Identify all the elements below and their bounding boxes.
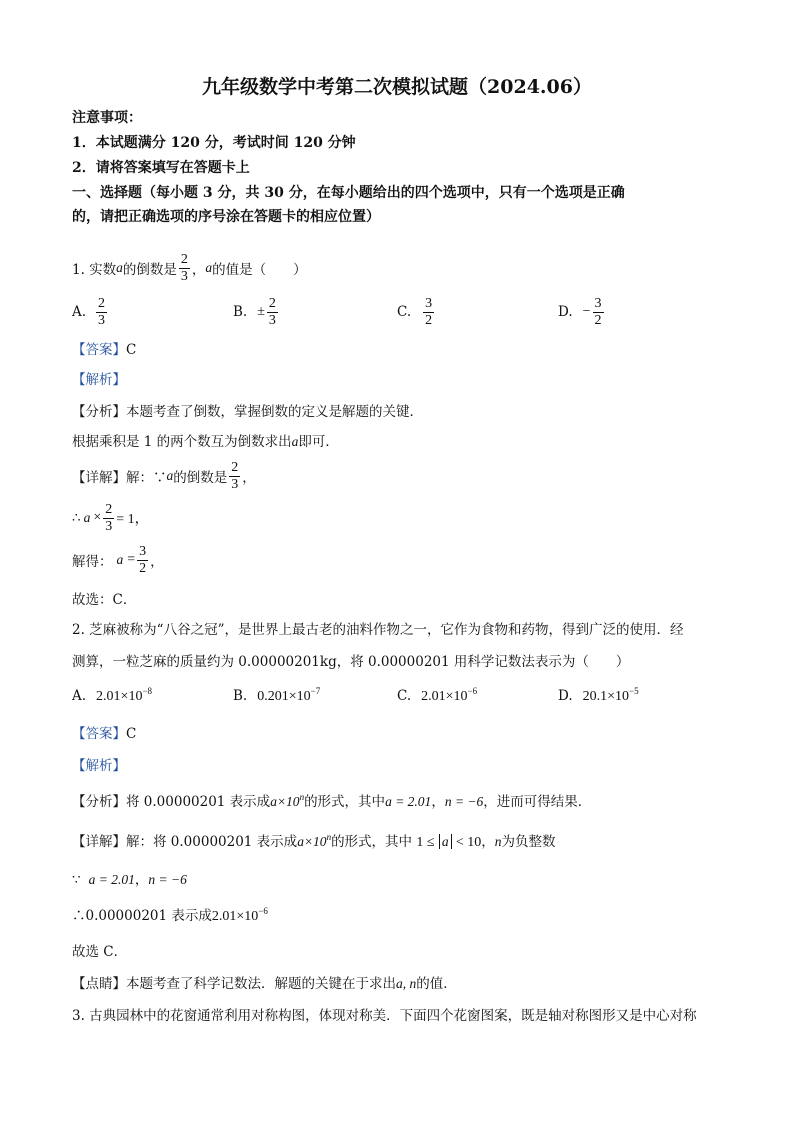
q1-option-a: A. $\frac{2}{3}$ — [72, 296, 106, 328]
notice-line-2: 2．请将答案填写在答题卡上 — [72, 160, 250, 176]
q3-stem-line-1: 3. 古典园林中的花窗通常利用对称构图，体现对称美．下面四个花窗图案，既是轴对称图形又是中心对称 — [72, 1008, 697, 1024]
q2-option-d: D. $20.1\times 10^{-5}$ — [558, 686, 639, 704]
q1-var-a-2: a — [205, 260, 213, 275]
q1-stem-post: ， — [191, 262, 206, 278]
q1-fenxi: 【分析】本题考查了倒数，掌握倒数的定义是解题的关键． — [72, 404, 423, 420]
q2-because: ∵ a = 2.01，n = −6 — [72, 872, 187, 888]
q2-dianjing: 【点睛】本题考查了科学记数法．解题的关键在于求出a, n的值． — [72, 976, 457, 992]
q1-rule: 根据乘积是 1 的两个数互为倒数求出a即可． — [72, 434, 339, 450]
page-title: 九年级数学中考第二次模拟试题（2024.06） — [202, 76, 592, 98]
notice-line-1: 1．本试题满分 120 分，考试时间 120 分钟 — [72, 135, 356, 151]
q2-stem-line-2: 测算，一粒芝麻的质量约为 0.00000201kg，将 0.00000201 用科学记数法表示为（ ） — [72, 654, 630, 670]
q2-detail: 【详解】解：将 0.00000201 表示成$a\times 10^n$的形式，其中 1 ≤ a < 10，n为负整数 — [72, 832, 556, 850]
q2-therefore: ∴0.00000201 表示成$2.01\times 10^{-6}$ — [72, 906, 268, 924]
q1-option-b: B. ± $\frac{2}{3}$ — [233, 296, 276, 328]
q1-conclusion: 故选：C． — [72, 592, 137, 608]
q1-stem-pre: 1. 实数 — [72, 262, 117, 278]
q2-answer: 【答案】C — [72, 726, 137, 742]
q1-stem-mid: 的倒数是 — [122, 262, 177, 278]
q1-answer: 【答案】C — [72, 342, 137, 358]
q1-option-d: D. − $\frac{3}{2}$ — [558, 296, 602, 328]
q2-analysis-label: 【解析】 — [72, 758, 126, 774]
section-heading-line-1: 一、选择题（每小题 3 分，共 30 分，在每小题给出的四个选项中，只有一个选项是正确 — [72, 185, 625, 201]
q1-step-1: ∴ a × $\frac{2}{3}$ = 1， — [72, 502, 149, 534]
q1-analysis-label: 【解析】 — [72, 372, 126, 388]
q2-option-b: B. $0.201\times 10^{-7}$ — [233, 686, 321, 704]
q2-stem-line-1: 2. 芝麻被称为“八谷之冠”，是世界上最古老的油料作物之一，它作为食物和药物，得到广泛的使用．经 — [72, 622, 684, 638]
notice-heading: 注意事项： — [72, 110, 142, 126]
q1-step-2: 解得： a = $\frac{3}{2}$ ， — [72, 544, 164, 576]
q1-stem — [72, 238, 307, 298]
q1-option-c: C. $\frac{3}{2}$ — [397, 296, 433, 328]
q2-option-c: C. $2.01\times 10^{-6}$ — [397, 686, 478, 704]
section-heading-line-2: 的，请把正确选项的序号涂在答题卡的相应位置） — [72, 209, 380, 225]
q1-stem-fraction: $\frac{2}{3}$ — [180, 252, 188, 284]
q2-conclusion: 故选 C． — [72, 944, 128, 960]
q1-stem-post2: 的值是（ ） — [212, 262, 307, 278]
q2-option-a: A. $2.01\times 10^{-8}$ — [72, 686, 153, 704]
q1-detail: 【详解】 解：∵ a 的倒数是 $\frac{2}{3}$ ， — [72, 460, 256, 492]
q2-fenxi: 【分析】将 0.00000201 表示成$a\times 10^n$的形式，其中a = 2.01，n = −6，进而可得结果． — [72, 792, 592, 810]
q1-var-a: a — [116, 260, 123, 275]
